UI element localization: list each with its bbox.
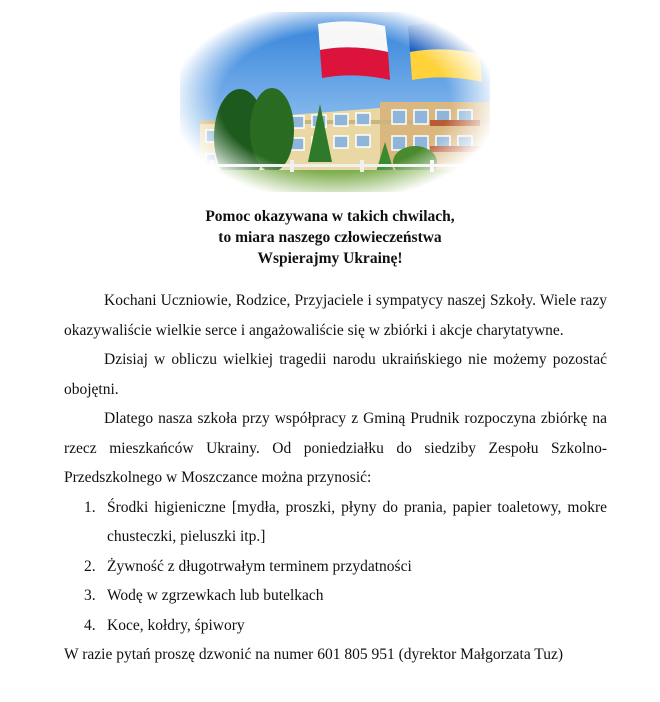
paragraph-collection: Dlatego nasza szkoła przy współpracy z Gminą Prudnik rozpoczyna zbiórkę na rzecz mieszkańców Ukrainy. Od poniedziałku do siedziby Zespołu Szkolno-Przedszkolnego w Moszczance można przynosić: [64,410,607,486]
contact-info: W razie pytań proszę dzwonić na numer 601 805 951 (dyrektor Małgorzata Tuz) [64,646,564,663]
list-item [64,552,607,582]
paragraph-greeting: Kochani Uczniowie, Rodzice, Przyjaciele i sympatycy naszej Szkoły. Wiele razy okazywaliście wielkie serce i angażowaliście się w zbiórki i akcje charytatywne. [64,292,607,339]
list-item [64,611,607,641]
heading-line-3: Wspierajmy Ukrainę! [257,250,403,267]
list-item-text: Żywność z długotrwałym terminem przydatności [107,557,412,575]
page-heading [0,206,660,269]
header-photo [180,12,490,192]
lawn [180,170,490,192]
list-item-text: Wodę w zgrzewkach lub butelkach [107,587,324,604]
list-item-number: 4. [84,616,96,634]
list-item-number: 1. [84,498,96,516]
list-item [64,493,607,552]
list-item-text: Środki higieniczne [mydła, proszki, płyny do prania, papier toaletowy, mokre chusteczki, pieluszki itp.] [107,498,607,545]
poland-flag-icon [318,21,390,80]
list-item-number: 3. [84,587,96,604]
donation-list [64,493,607,641]
list-item [64,581,607,611]
heading-line-2: to miara naszego człowieczeństwa [218,229,442,246]
list-item-text: Koce, kołdry, śpiwory [107,616,245,634]
school-photo-illustration [180,12,490,192]
announcement-body [64,286,607,670]
paragraph-tragedy: Dzisiaj w obliczu wielkiej tragedii narodu ukraińskiego nie możemy pozostać obojętni. [64,351,607,398]
ukraine-flag-icon [408,23,482,82]
heading-line-1: Pomoc okazywana w takich chwilach, [205,208,455,225]
list-item-number: 2. [84,557,96,575]
